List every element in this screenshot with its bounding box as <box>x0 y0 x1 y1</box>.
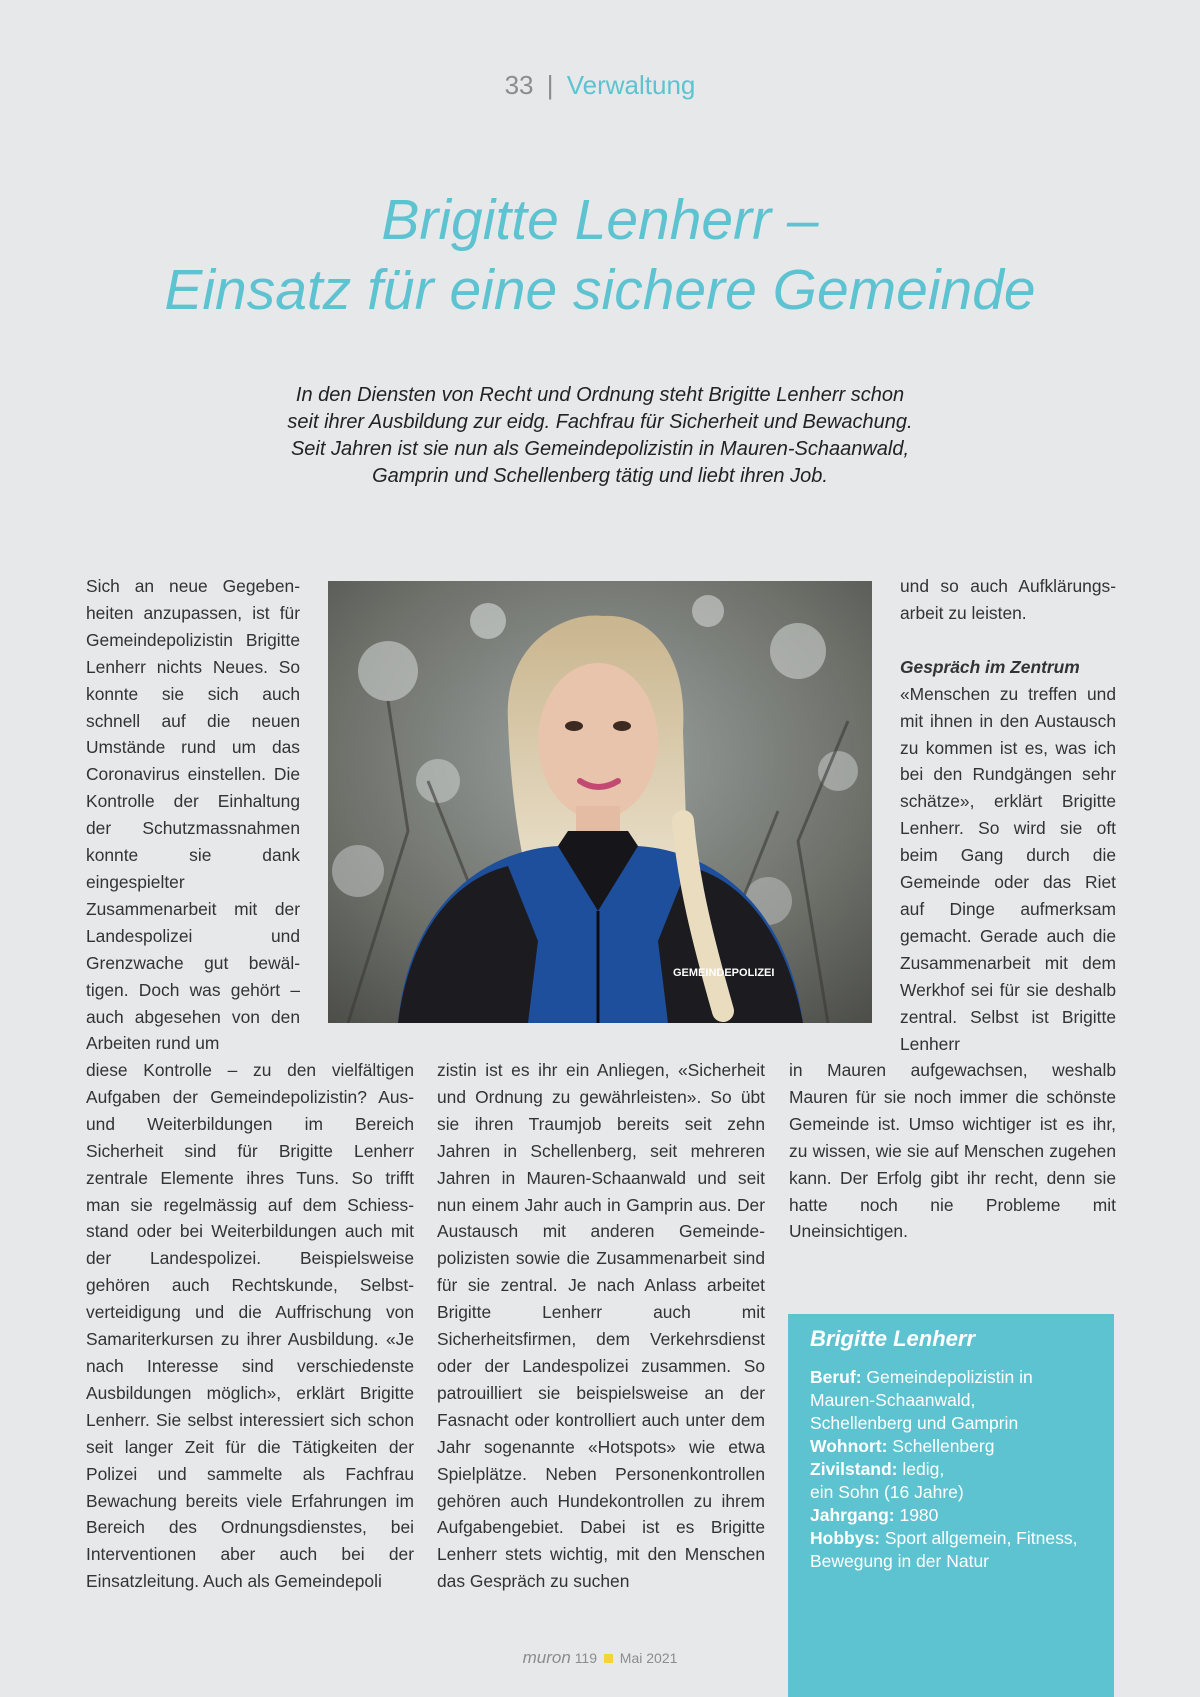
infobox-value: Schellenberg <box>887 1436 995 1456</box>
infobox-value-line: Schellenberg und Gamprin <box>810 1413 1019 1433</box>
infobox-label: Zivilstand: <box>810 1459 898 1479</box>
infobox-row-hobbys <box>810 1527 1092 1550</box>
portrait-photo <box>328 581 872 1023</box>
body-column-1 <box>86 1057 414 1595</box>
infobox-label: Jahrgang: <box>810 1505 895 1525</box>
body-column-3-top <box>900 573 1116 1057</box>
infobox-label: Wohnort: <box>810 1436 888 1456</box>
infobox-value-line: ein Sohn (16 Jahre) <box>810 1482 964 1502</box>
issue-number: 119 <box>574 1650 598 1666</box>
infobox-value: Sport allgemein, Fitness, <box>880 1528 1078 1548</box>
infobox-value: 1980 <box>894 1505 939 1525</box>
issue-date: Mai 2021 <box>619 1650 678 1666</box>
article-title <box>0 185 1200 325</box>
infobox-title: Brigitte Lenherr <box>810 1326 976 1351</box>
page-number: 33 <box>504 70 534 100</box>
infobox-row-jahrgang <box>810 1504 1092 1527</box>
infobox-row-wohnort <box>810 1435 1092 1458</box>
body-column-3 <box>789 1057 1116 1245</box>
body-paragraph: und so auch Aufklärungsarbeit zu leisten. <box>900 576 1116 623</box>
footer-square-icon <box>604 1654 613 1663</box>
header-separator: | <box>546 70 554 100</box>
lead-line: In den Diensten von Recht und Ordnung steht Brigitte Lenherr schon <box>295 384 905 406</box>
body-paragraph: zistin ist es ihr ein Anliegen, «Sicherheit und Ordnung zu gewährleisten». So übt sie ihren Traumjob bereits seit zehn Jahren in Schellenberg, seit mehreren Jahren in Mauren-Schaanwald und seit nun einem Jahr auch in Gamprin aus. Der Austausch mit anderen Gemeindepolizisten sowie die Zusammenarbeit sind für sie zentral. Je nach Anlass arbeitet Brigitte Lenherr auch mit Sicherheitsfirmen, dem Verkehrsdienst oder der Landespolizei zusammen. So patrouilliert sie beispielsweise an der Fasnacht oder kontrolliert auch unter dem Jahr sogenannte «Hotspots» wie etwa Spielplätze. Neben Personenkontrollen gehören auch Hundekontrollen zu ihrem Aufgabengebiet. Dabei ist es Brigitte Lenherr stets wichtig, mit den Menschen das Gespräch zu suchen <box>437 1060 765 1592</box>
lead-line: Seit Jahren ist sie nun als Gemeindepolizistin in Mauren-Schaanwald, <box>290 438 910 460</box>
lead-line: seit ihrer Ausbildung zur eidg. Fachfrau für Sicherheit und Bewachung. <box>287 411 913 433</box>
infobox-label: Beruf: <box>810 1367 862 1387</box>
portrait-image <box>328 581 872 1023</box>
infobox-value: ledig, <box>897 1459 945 1479</box>
page-header <box>0 70 1200 101</box>
body-paragraph: Sich an neue Gegebenheiten anzupassen, ist für Gemeindepolizistin Brigitte Lenherr nichts Neues. So konnte sie sich auch schnell auf die neuen Umstände rund um das Coronavirus einstellen. Die Kontrolle der Einhaltung der Schutzmassnahmen konnte sie dank eingespielter Zusammenarbeit mit der Landespolizei und Grenzwache gut bewältigen. Doch was gehört – auch abgesehen von den Arbeiten rund um <box>86 576 300 1054</box>
lead-line: Gamprin und Schellenberg tätig und liebt ihren Job. <box>372 465 828 487</box>
body-column-1-top <box>86 573 300 1057</box>
subheading: Gespräch im Zentrum <box>900 656 1080 677</box>
body-paragraph: «Menschen zu treffen und mit ihnen in den Austausch zu kommen ist es, was ich bei den Rundgängen sehr schätze», erklärt Brigitte Lenherr. So wird sie oft beim Gang durch die Gemeinde oder das Riet auf Dinge aufmerksam gemacht. Gerade auch die Zusammenarbeit mit dem Werkhof sei für sie deshalb zentral. Selbst ist Brigitte Lenherr <box>900 683 1116 1054</box>
jacket-label: GEMEINDEPOLIZEI <box>673 967 775 979</box>
article-lead <box>240 382 960 490</box>
infobox-row-zivilstand <box>810 1458 1092 1481</box>
infobox-label: Hobbys: <box>810 1528 880 1548</box>
infobox-value-line: Mauren-Schaanwald, <box>810 1390 976 1410</box>
title-line-2: Einsatz für eine sichere Gemeinde <box>164 258 1036 322</box>
infobox-value-line: Bewegung in der Natur <box>810 1551 989 1571</box>
magazine-brand: muron <box>522 1648 571 1667</box>
infobox-value: Gemeindepolizistin in <box>861 1367 1033 1387</box>
profile-infobox <box>788 1314 1114 1697</box>
page-footer <box>0 1648 1200 1668</box>
body-paragraph: in Mauren aufgewachsen, weshalb Mauren für sie noch immer die schönste Gemeinde ist. Umso wichtiger ist es ihr, zu wissen, wie sie auf Menschen zugehen kann. Der Erfolg gibt ihr recht, denn sie hatte noch nie Probleme mit Uneinsichtigen. <box>789 1060 1116 1242</box>
section-name: Verwaltung <box>566 70 696 100</box>
title-line-1: Brigitte Lenherr – <box>381 188 819 252</box>
body-column-2 <box>437 1057 765 1595</box>
infobox-row-beruf <box>810 1366 1092 1389</box>
body-paragraph: diese Kontrolle – zu den vielfältigen Aufgaben der Gemeindepolizistin? Aus- und Weiterbildungen im Bereich Sicherheit sind für Brigitte Lenherr zentrale Elemente ihres Tuns. So trifft man sie regelmässig auf dem Schiessstand oder bei Weiterbildungen auch mit der Landespolizei. Beispielsweise gehören auch Rechtskunde, Selbstverteidigung und die Auffrischung von Samariterkursen zu ihrer Ausbildung. «Je nach Interesse sind verschiedenste Ausbildungen möglich», erklärt Brigitte Lenherr. Sie selbst interessiert sich schon seit langer Zeit für die Tätigkeiten der Polizei und sammelte als Fachfrau Bewachung bereits viele Erfahrungen im Bereich des Ordnungsdienstes, bei Interventionen aber auch bei der Einsatzleitung. Auch als Gemeindepoli <box>86 1060 414 1592</box>
